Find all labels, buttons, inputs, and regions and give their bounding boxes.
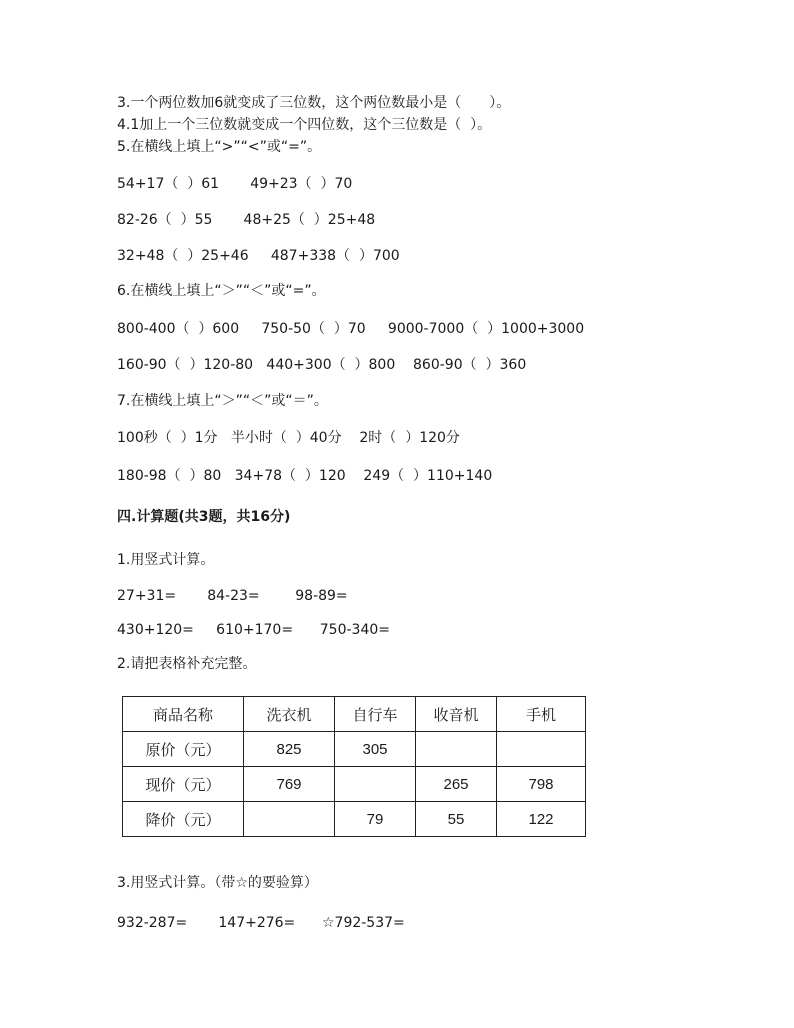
- table-cell: 122: [497, 802, 586, 837]
- table-row: [123, 767, 586, 802]
- q5-row-3: 32+48（ ）25+46 487+338（ ）700: [117, 248, 400, 264]
- p3-row: 932-287= 147+276= ☆792-537=: [117, 915, 405, 931]
- table-cell: 商品名称: [123, 697, 244, 732]
- q6-row-1: 800-400（ ）600 750-50（ ）70 9000-7000（ ）1000+3000: [117, 321, 585, 337]
- table-cell: 洗衣机: [244, 697, 335, 732]
- table-cell: 769: [244, 767, 335, 802]
- table-row: [123, 697, 586, 732]
- q3-text: 3.一个两位数加6就变成了三位数，这个两位数最小是（ ）。: [117, 95, 511, 111]
- price-table: [122, 696, 586, 837]
- q5-row-2: 82-26（ ）55 48+25（ ）25+48: [117, 212, 376, 228]
- table-cell: 825: [244, 732, 335, 767]
- q7-row-1: 100秒（ ）1分 半小时（ ）40分 2时（ ）120分: [117, 430, 460, 446]
- table-row: [123, 732, 586, 767]
- section-4-heading: 四.计算题(共3题，共16分): [117, 509, 291, 525]
- p1-row-2: 430+120= 610+170= 750-340=: [117, 622, 390, 638]
- p1-prompt: 1.用竖式计算。: [117, 552, 215, 568]
- table-cell: 55: [416, 802, 497, 837]
- q7-row-2: 180-98（ ）80 34+78（ ）120 249（ ）110+140: [117, 468, 493, 484]
- p2-prompt: 2.请把表格补充完整。: [117, 656, 257, 672]
- table-cell: 265: [416, 767, 497, 802]
- q5-row-1: 54+17（ ）61 49+23（ ）70: [117, 176, 353, 192]
- table-cell: 手机: [497, 697, 586, 732]
- table-row: [123, 802, 586, 837]
- table-cell: 原价（元）: [123, 732, 244, 767]
- table-cell: 79: [335, 802, 416, 837]
- table-cell: 自行车: [335, 697, 416, 732]
- q6-row-2: 160-90（ ）120-80 440+300（ ）800 860-90（ ）360: [117, 357, 527, 373]
- q4-text: 4.1加上一个三位数就变成一个四位数，这个三位数是（ ）。: [117, 117, 492, 133]
- table-cell: 305: [335, 732, 416, 767]
- table-cell: [497, 732, 586, 767]
- table-cell: [335, 767, 416, 802]
- table-cell: 现价（元）: [123, 767, 244, 802]
- q6-prompt: 6.在横线上填上“＞”“＜”或“=”。: [117, 283, 326, 299]
- table-cell: [416, 732, 497, 767]
- table-cell: 798: [497, 767, 586, 802]
- table-cell: [244, 802, 335, 837]
- q5-prompt: 5.在横线上填上“>”“<”或“=”。: [117, 139, 322, 155]
- p3-prompt: 3.用竖式计算。（带☆的要验算）: [117, 875, 318, 891]
- q7-prompt: 7.在横线上填上“＞”“＜”或“＝”。: [117, 393, 328, 409]
- table-cell: 收音机: [416, 697, 497, 732]
- p1-row-1: 27+31= 84-23= 98-89=: [117, 588, 348, 604]
- table-cell: 降价（元）: [123, 802, 244, 837]
